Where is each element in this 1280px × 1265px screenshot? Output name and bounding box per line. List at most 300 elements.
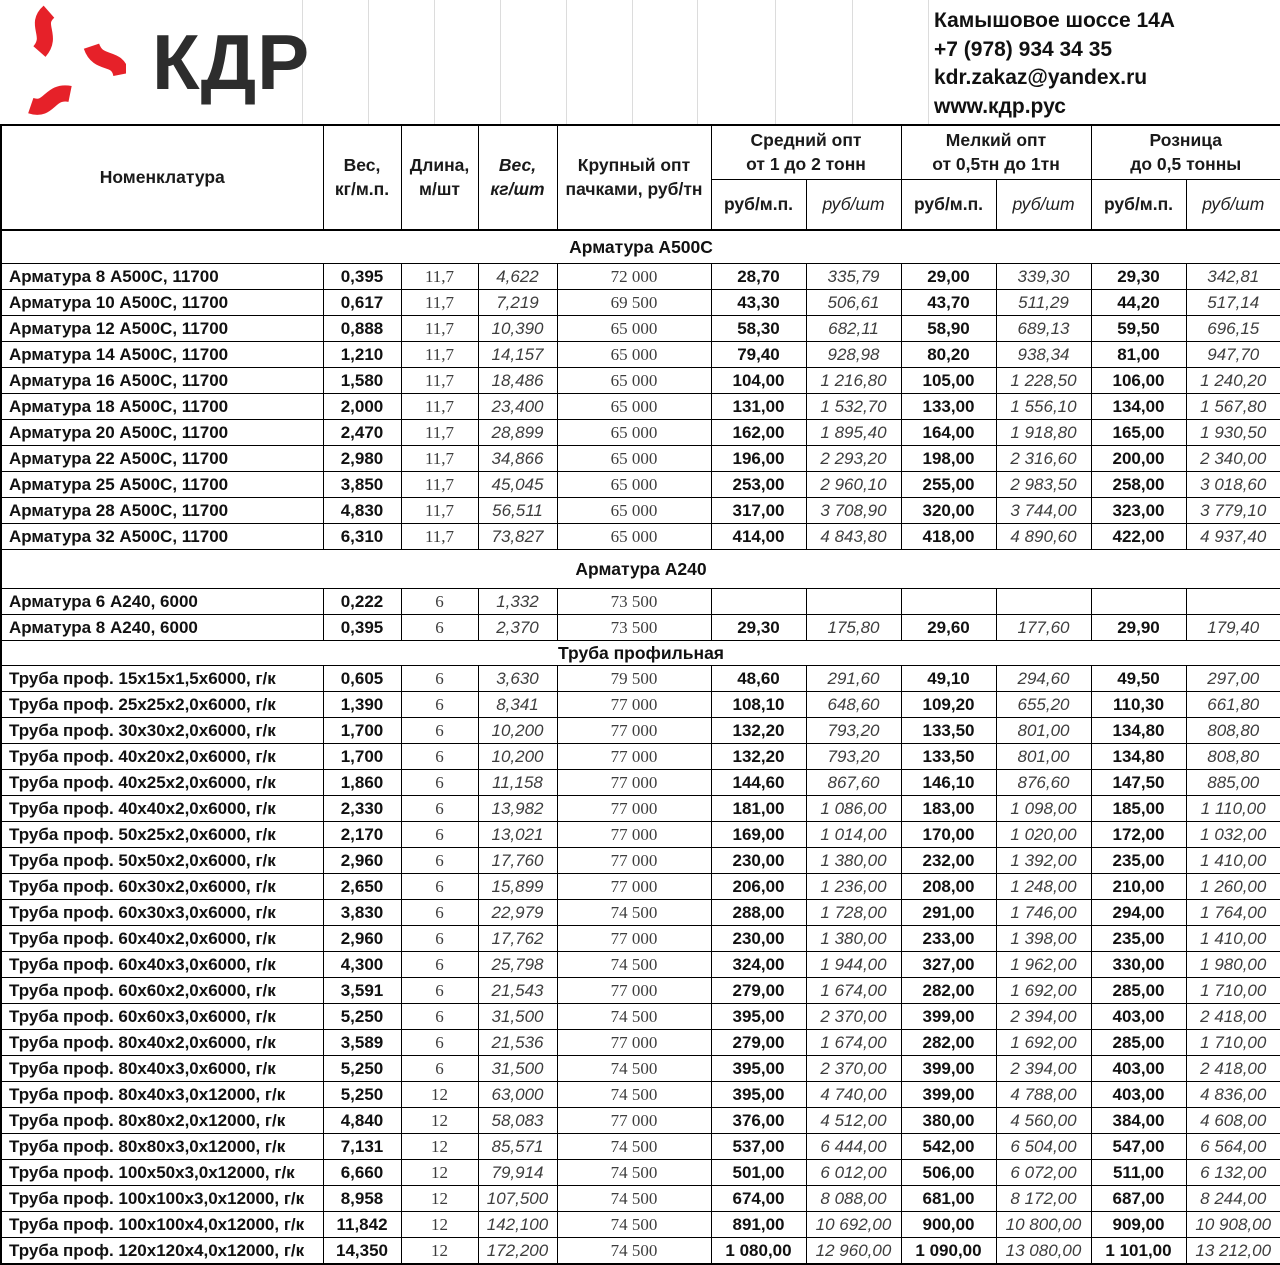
cell-length: 11,7 xyxy=(401,368,478,394)
cell-small-rub-per-m: 399,00 xyxy=(901,1056,996,1082)
cell-length: 6 xyxy=(401,952,478,978)
cell-mid-rub-per-piece: 3 708,90 xyxy=(806,498,901,524)
cell-small-rub-per-piece: 1 398,00 xyxy=(996,926,1091,952)
cell-mid-rub-per-piece: 4 843,80 xyxy=(806,524,901,550)
cell-retail-rub-per-m: 258,00 xyxy=(1091,472,1186,498)
cell-weight-per-m: 8,958 xyxy=(323,1186,401,1212)
cell-retail-rub-per-piece: 1 710,00 xyxy=(1186,1030,1280,1056)
cell-length: 11,7 xyxy=(401,316,478,342)
cell-mid-rub-per-piece xyxy=(806,589,901,615)
col-header-retail-rub-per-m: руб/м.п. xyxy=(1091,180,1186,231)
cell-weight-per-m: 3,591 xyxy=(323,978,401,1004)
section-header-row xyxy=(1,230,1280,264)
cell-retail-rub-per-piece: 1 980,00 xyxy=(1186,952,1280,978)
cell-small-rub-per-piece: 4 560,00 xyxy=(996,1108,1091,1134)
cell-retail-rub-per-piece: 6 564,00 xyxy=(1186,1134,1280,1160)
cell-weight-per-m: 1,860 xyxy=(323,770,401,796)
cell-weight-per-m: 5,250 xyxy=(323,1056,401,1082)
cell-retail-rub-per-m: 172,00 xyxy=(1091,822,1186,848)
cell-mid-rub-per-piece: 1 380,00 xyxy=(806,848,901,874)
cell-mid-rub-per-m: 230,00 xyxy=(711,848,806,874)
cell-small-rub-per-piece: 1 918,80 xyxy=(996,420,1091,446)
cell-weight-per-piece: 4,622 xyxy=(478,264,557,290)
cell-nomenclature: Арматура 10 А500С, 11700 xyxy=(1,290,323,316)
cell-nomenclature: Труба проф. 120х120х4,0х12000, г/к xyxy=(1,1238,323,1265)
cell-weight-per-m: 2,000 xyxy=(323,394,401,420)
cell-bulk-price: 65 000 xyxy=(557,368,711,394)
cell-retail-rub-per-m: 210,00 xyxy=(1091,874,1186,900)
cell-weight-per-m: 0,605 xyxy=(323,666,401,692)
cell-small-rub-per-m: 109,20 xyxy=(901,692,996,718)
cell-small-rub-per-piece: 876,60 xyxy=(996,770,1091,796)
cell-length: 12 xyxy=(401,1134,478,1160)
table-row xyxy=(1,472,1280,498)
cell-retail-rub-per-piece: 10 908,00 xyxy=(1186,1212,1280,1238)
cell-weight-per-piece: 14,157 xyxy=(478,342,557,368)
cell-weight-per-piece: 2,370 xyxy=(478,615,557,641)
cell-bulk-price: 74 500 xyxy=(557,1004,711,1030)
cell-weight-per-piece: 17,762 xyxy=(478,926,557,952)
cell-small-rub-per-piece: 2 316,60 xyxy=(996,446,1091,472)
cell-retail-rub-per-piece: 1 710,00 xyxy=(1186,978,1280,1004)
cell-weight-per-m: 5,250 xyxy=(323,1082,401,1108)
cell-length: 6 xyxy=(401,926,478,952)
cell-retail-rub-per-piece: 1 410,00 xyxy=(1186,926,1280,952)
contact-address: Камышовое шоссе 14А xyxy=(934,7,1175,36)
cell-retail-rub-per-piece: 1 764,00 xyxy=(1186,900,1280,926)
cell-small-rub-per-m: 164,00 xyxy=(901,420,996,446)
cell-mid-rub-per-piece: 6 012,00 xyxy=(806,1160,901,1186)
cell-retail-rub-per-m: 147,50 xyxy=(1091,770,1186,796)
cell-mid-rub-per-m: 48,60 xyxy=(711,666,806,692)
cell-bulk-price: 74 500 xyxy=(557,1186,711,1212)
cell-small-rub-per-piece: 177,60 xyxy=(996,615,1091,641)
header-line: Длина, xyxy=(402,154,478,177)
cell-nomenclature: Труба проф. 40х20х2,0х6000, г/к xyxy=(1,744,323,770)
cell-nomenclature: Арматура 6 А240, 6000 xyxy=(1,589,323,615)
cell-weight-per-m: 2,650 xyxy=(323,874,401,900)
cell-small-rub-per-m: 43,70 xyxy=(901,290,996,316)
cell-length: 12 xyxy=(401,1212,478,1238)
cell-weight-per-piece: 10,390 xyxy=(478,316,557,342)
cell-small-rub-per-piece: 655,20 xyxy=(996,692,1091,718)
cell-mid-rub-per-m: 317,00 xyxy=(711,498,806,524)
cell-weight-per-piece: 28,899 xyxy=(478,420,557,446)
cell-retail-rub-per-m: 1 101,00 xyxy=(1091,1238,1186,1265)
cell-nomenclature: Арматура 12 А500С, 11700 xyxy=(1,316,323,342)
cell-weight-per-piece: 45,045 xyxy=(478,472,557,498)
cell-small-rub-per-m: 399,00 xyxy=(901,1082,996,1108)
cell-retail-rub-per-piece: 2 418,00 xyxy=(1186,1056,1280,1082)
cell-weight-per-m: 4,840 xyxy=(323,1108,401,1134)
col-header-weight-per-m xyxy=(323,125,401,230)
cell-small-rub-per-m: 418,00 xyxy=(901,524,996,550)
cell-length: 12 xyxy=(401,1082,478,1108)
table-row xyxy=(1,1108,1280,1134)
cell-weight-per-piece: 63,000 xyxy=(478,1082,557,1108)
cell-mid-rub-per-m: 230,00 xyxy=(711,926,806,952)
header-line: Вес, xyxy=(479,154,557,177)
cell-retail-rub-per-piece: 885,00 xyxy=(1186,770,1280,796)
cell-weight-per-piece: 34,866 xyxy=(478,446,557,472)
cell-mid-rub-per-piece: 335,79 xyxy=(806,264,901,290)
cell-retail-rub-per-piece: 342,81 xyxy=(1186,264,1280,290)
cell-nomenclature: Труба проф. 80х40х3,0х12000, г/к xyxy=(1,1082,323,1108)
cell-retail-rub-per-m: 185,00 xyxy=(1091,796,1186,822)
cell-mid-rub-per-piece: 506,61 xyxy=(806,290,901,316)
cell-mid-rub-per-piece: 8 088,00 xyxy=(806,1186,901,1212)
cell-weight-per-piece: 18,486 xyxy=(478,368,557,394)
cell-weight-per-m: 0,395 xyxy=(323,615,401,641)
header-line: Крупный опт xyxy=(558,154,711,177)
cell-bulk-price: 74 500 xyxy=(557,1134,711,1160)
cell-weight-per-m: 0,617 xyxy=(323,290,401,316)
cell-length: 11,7 xyxy=(401,420,478,446)
cell-weight-per-piece: 22,979 xyxy=(478,900,557,926)
cell-mid-rub-per-piece: 1 674,00 xyxy=(806,1030,901,1056)
cell-small-rub-per-m: 133,50 xyxy=(901,718,996,744)
cell-small-rub-per-piece: 6 072,00 xyxy=(996,1160,1091,1186)
cell-nomenclature: Арматура 8 А240, 6000 xyxy=(1,615,323,641)
cell-bulk-price: 65 000 xyxy=(557,420,711,446)
cell-mid-rub-per-m: 206,00 xyxy=(711,874,806,900)
section-title: Арматура А240 xyxy=(1,550,1280,589)
price-table xyxy=(0,124,1280,1265)
cell-weight-per-m: 3,589 xyxy=(323,1030,401,1056)
cell-mid-rub-per-piece: 648,60 xyxy=(806,692,901,718)
cell-mid-rub-per-m: 58,30 xyxy=(711,316,806,342)
cell-bulk-price: 74 500 xyxy=(557,1082,711,1108)
cell-mid-rub-per-piece: 1 895,40 xyxy=(806,420,901,446)
cell-nomenclature: Арматура 18 А500С, 11700 xyxy=(1,394,323,420)
cell-weight-per-piece: 107,500 xyxy=(478,1186,557,1212)
cell-small-rub-per-m: 681,00 xyxy=(901,1186,996,1212)
cell-bulk-price: 77 000 xyxy=(557,978,711,1004)
cell-small-rub-per-m xyxy=(901,589,996,615)
cell-small-rub-per-m: 233,00 xyxy=(901,926,996,952)
cell-mid-rub-per-piece: 4 512,00 xyxy=(806,1108,901,1134)
cell-mid-rub-per-m: 674,00 xyxy=(711,1186,806,1212)
table-row xyxy=(1,1186,1280,1212)
cell-nomenclature: Труба проф. 60х40х2,0х6000, г/к xyxy=(1,926,323,952)
cell-mid-rub-per-m: 29,30 xyxy=(711,615,806,641)
cell-nomenclature: Труба проф. 60х60х3,0х6000, г/к xyxy=(1,1004,323,1030)
cell-weight-per-piece: 10,200 xyxy=(478,718,557,744)
cell-mid-rub-per-piece: 793,20 xyxy=(806,718,901,744)
cell-retail-rub-per-m: 909,00 xyxy=(1091,1212,1186,1238)
header-line: м/шт xyxy=(402,178,478,201)
cell-length: 6 xyxy=(401,978,478,1004)
cell-mid-rub-per-m: 108,10 xyxy=(711,692,806,718)
cell-retail-rub-per-m xyxy=(1091,589,1186,615)
table-row xyxy=(1,1082,1280,1108)
cell-retail-rub-per-m: 294,00 xyxy=(1091,900,1186,926)
cell-bulk-price: 77 000 xyxy=(557,770,711,796)
cell-retail-rub-per-piece: 3 779,10 xyxy=(1186,498,1280,524)
cell-length: 6 xyxy=(401,770,478,796)
cell-small-rub-per-piece: 294,60 xyxy=(996,666,1091,692)
cell-nomenclature: Труба проф. 60х30х2,0х6000, г/к xyxy=(1,874,323,900)
price-table-header xyxy=(1,125,1280,230)
cell-nomenclature: Труба проф. 50х50х2,0х6000, г/к xyxy=(1,848,323,874)
cell-mid-rub-per-m: 253,00 xyxy=(711,472,806,498)
cell-weight-per-piece: 13,021 xyxy=(478,822,557,848)
cell-retail-rub-per-m: 81,00 xyxy=(1091,342,1186,368)
contact-email[interactable]: kdr.zakaz@yandex.ru xyxy=(934,64,1175,93)
cell-weight-per-m: 1,700 xyxy=(323,744,401,770)
cell-retail-rub-per-piece: 808,80 xyxy=(1186,744,1280,770)
table-row xyxy=(1,1056,1280,1082)
cell-small-rub-per-m: 282,00 xyxy=(901,978,996,1004)
header-line: от 0,5тн до 1тн xyxy=(902,153,1091,176)
cell-nomenclature: Арматура 16 А500С, 11700 xyxy=(1,368,323,394)
cell-weight-per-m: 2,330 xyxy=(323,796,401,822)
table-row xyxy=(1,420,1280,446)
cell-bulk-price: 77 000 xyxy=(557,1108,711,1134)
cell-retail-rub-per-m: 403,00 xyxy=(1091,1082,1186,1108)
cell-small-rub-per-piece: 1 746,00 xyxy=(996,900,1091,926)
cell-length: 6 xyxy=(401,692,478,718)
cell-length: 11,7 xyxy=(401,290,478,316)
cell-small-rub-per-m: 506,00 xyxy=(901,1160,996,1186)
cell-weight-per-m: 5,250 xyxy=(323,1004,401,1030)
cell-retail-rub-per-piece: 13 212,00 xyxy=(1186,1238,1280,1265)
cell-small-rub-per-piece: 1 692,00 xyxy=(996,978,1091,1004)
cell-small-rub-per-piece: 1 020,00 xyxy=(996,822,1091,848)
cell-weight-per-m: 4,300 xyxy=(323,952,401,978)
table-row xyxy=(1,848,1280,874)
cell-nomenclature: Труба проф. 100х100х4,0х12000, г/к xyxy=(1,1212,323,1238)
cell-small-rub-per-m: 133,00 xyxy=(901,394,996,420)
cell-bulk-price: 65 000 xyxy=(557,342,711,368)
cell-small-rub-per-m: 1 090,00 xyxy=(901,1238,996,1265)
cell-retail-rub-per-m: 235,00 xyxy=(1091,848,1186,874)
cell-bulk-price: 69 500 xyxy=(557,290,711,316)
cell-weight-per-m: 7,131 xyxy=(323,1134,401,1160)
col-group-mid-wholesale xyxy=(711,125,901,180)
cell-small-rub-per-m: 133,50 xyxy=(901,744,996,770)
cell-retail-rub-per-m: 511,00 xyxy=(1091,1160,1186,1186)
cell-mid-rub-per-piece: 2 370,00 xyxy=(806,1056,901,1082)
cell-length: 6 xyxy=(401,615,478,641)
cell-nomenclature: Арматура 8 А500С, 11700 xyxy=(1,264,323,290)
cell-bulk-price: 73 500 xyxy=(557,615,711,641)
cell-weight-per-m: 6,310 xyxy=(323,524,401,550)
cell-small-rub-per-m: 399,00 xyxy=(901,1004,996,1030)
cell-length: 6 xyxy=(401,1004,478,1030)
cell-small-rub-per-m: 58,90 xyxy=(901,316,996,342)
cell-weight-per-m: 2,980 xyxy=(323,446,401,472)
header-line: до 0,5 тонны xyxy=(1092,153,1280,176)
table-row xyxy=(1,926,1280,952)
table-row xyxy=(1,1004,1280,1030)
cell-retail-rub-per-m: 29,30 xyxy=(1091,264,1186,290)
cell-small-rub-per-piece: 10 800,00 xyxy=(996,1212,1091,1238)
cell-bulk-price: 77 000 xyxy=(557,874,711,900)
header-line: Розница xyxy=(1092,129,1280,152)
header-line: пачками, руб/тн xyxy=(558,178,711,201)
kdr-pinwheel-icon xyxy=(8,5,126,119)
table-row xyxy=(1,796,1280,822)
cell-weight-per-piece: 7,219 xyxy=(478,290,557,316)
table-row xyxy=(1,368,1280,394)
cell-mid-rub-per-m: 395,00 xyxy=(711,1004,806,1030)
cell-small-rub-per-piece: 801,00 xyxy=(996,718,1091,744)
cell-length: 12 xyxy=(401,1186,478,1212)
cell-weight-per-m: 2,170 xyxy=(323,822,401,848)
cell-weight-per-piece: 17,760 xyxy=(478,848,557,874)
cell-mid-rub-per-m: 288,00 xyxy=(711,900,806,926)
cell-retail-rub-per-m: 59,50 xyxy=(1091,316,1186,342)
col-header-weight-per-piece xyxy=(478,125,557,230)
cell-retail-rub-per-piece: 179,40 xyxy=(1186,615,1280,641)
col-header-length xyxy=(401,125,478,230)
cell-bulk-price: 77 000 xyxy=(557,744,711,770)
cell-nomenclature: Арматура 25 А500С, 11700 xyxy=(1,472,323,498)
col-header-retail-rub-per-piece: руб/шт xyxy=(1186,180,1280,231)
cell-length: 11,7 xyxy=(401,472,478,498)
cell-mid-rub-per-m: 43,30 xyxy=(711,290,806,316)
header-line: от 1 до 2 тонн xyxy=(712,153,901,176)
col-group-small-wholesale xyxy=(901,125,1091,180)
cell-mid-rub-per-piece: 1 532,70 xyxy=(806,394,901,420)
cell-retail-rub-per-m: 330,00 xyxy=(1091,952,1186,978)
cell-mid-rub-per-piece: 2 293,20 xyxy=(806,446,901,472)
cell-retail-rub-per-piece: 4 836,00 xyxy=(1186,1082,1280,1108)
cell-length: 6 xyxy=(401,848,478,874)
price-table-body xyxy=(1,230,1280,1264)
cell-small-rub-per-piece: 938,34 xyxy=(996,342,1091,368)
cell-mid-rub-per-piece: 2 960,10 xyxy=(806,472,901,498)
cell-bulk-price: 77 000 xyxy=(557,926,711,952)
cell-retail-rub-per-m: 547,00 xyxy=(1091,1134,1186,1160)
cell-weight-per-piece: 31,500 xyxy=(478,1056,557,1082)
cell-retail-rub-per-m: 285,00 xyxy=(1091,978,1186,1004)
cell-bulk-price: 79 500 xyxy=(557,666,711,692)
table-row xyxy=(1,1238,1280,1265)
cell-small-rub-per-m: 105,00 xyxy=(901,368,996,394)
cell-retail-rub-per-m: 110,30 xyxy=(1091,692,1186,718)
cell-mid-rub-per-piece: 1 236,00 xyxy=(806,874,901,900)
section-title: Арматура А500С xyxy=(1,230,1280,264)
cell-length: 11,7 xyxy=(401,446,478,472)
table-row xyxy=(1,264,1280,290)
cell-nomenclature: Труба проф. 80х80х3,0х12000, г/к xyxy=(1,1134,323,1160)
cell-length: 6 xyxy=(401,1056,478,1082)
cell-bulk-price: 77 000 xyxy=(557,848,711,874)
cell-retail-rub-per-piece: 2 340,00 xyxy=(1186,446,1280,472)
cell-mid-rub-per-m: 104,00 xyxy=(711,368,806,394)
cell-bulk-price: 72 000 xyxy=(557,264,711,290)
cell-nomenclature: Труба проф. 80х80х2,0х12000, г/к xyxy=(1,1108,323,1134)
cell-small-rub-per-piece: 1 248,00 xyxy=(996,874,1091,900)
col-header-nomenclature: Номенклатура xyxy=(1,125,323,230)
cell-weight-per-m: 0,222 xyxy=(323,589,401,615)
cell-retail-rub-per-piece: 1 260,00 xyxy=(1186,874,1280,900)
cell-mid-rub-per-m: 279,00 xyxy=(711,978,806,1004)
cell-small-rub-per-piece: 2 394,00 xyxy=(996,1056,1091,1082)
cell-mid-rub-per-m: 279,00 xyxy=(711,1030,806,1056)
cell-weight-per-piece: 85,571 xyxy=(478,1134,557,1160)
cell-mid-rub-per-m: 395,00 xyxy=(711,1082,806,1108)
cell-small-rub-per-piece: 1 392,00 xyxy=(996,848,1091,874)
cell-retail-rub-per-piece: 1 240,20 xyxy=(1186,368,1280,394)
cell-small-rub-per-piece: 1 962,00 xyxy=(996,952,1091,978)
cell-mid-rub-per-m: 1 080,00 xyxy=(711,1238,806,1265)
cell-weight-per-piece: 56,511 xyxy=(478,498,557,524)
table-row xyxy=(1,978,1280,1004)
table-row xyxy=(1,589,1280,615)
cell-mid-rub-per-piece: 4 740,00 xyxy=(806,1082,901,1108)
cell-retail-rub-per-m: 134,80 xyxy=(1091,718,1186,744)
table-row xyxy=(1,744,1280,770)
cell-small-rub-per-m: 232,00 xyxy=(901,848,996,874)
cell-retail-rub-per-piece: 517,14 xyxy=(1186,290,1280,316)
cell-nomenclature: Труба проф. 60х40х3,0х6000, г/к xyxy=(1,952,323,978)
cell-retail-rub-per-piece: 3 018,60 xyxy=(1186,472,1280,498)
cell-retail-rub-per-piece: 8 244,00 xyxy=(1186,1186,1280,1212)
cell-length: 6 xyxy=(401,900,478,926)
cell-small-rub-per-m: 208,00 xyxy=(901,874,996,900)
logo-text: КДР xyxy=(152,23,310,101)
cell-mid-rub-per-m: 181,00 xyxy=(711,796,806,822)
cell-weight-per-piece: 21,536 xyxy=(478,1030,557,1056)
cell-length: 11,7 xyxy=(401,524,478,550)
cell-small-rub-per-piece: 8 172,00 xyxy=(996,1186,1091,1212)
cell-nomenclature: Арматура 14 А500С, 11700 xyxy=(1,342,323,368)
cell-bulk-price: 77 000 xyxy=(557,718,711,744)
cell-bulk-price: 77 000 xyxy=(557,692,711,718)
cell-mid-rub-per-piece: 1 014,00 xyxy=(806,822,901,848)
table-row xyxy=(1,498,1280,524)
cell-retail-rub-per-m: 49,50 xyxy=(1091,666,1186,692)
table-row xyxy=(1,290,1280,316)
cell-weight-per-m: 1,580 xyxy=(323,368,401,394)
cell-small-rub-per-m: 80,20 xyxy=(901,342,996,368)
cell-nomenclature: Труба проф. 25х25х2,0х6000, г/к xyxy=(1,692,323,718)
cell-small-rub-per-piece: 3 744,00 xyxy=(996,498,1091,524)
cell-weight-per-piece: 11,158 xyxy=(478,770,557,796)
cell-mid-rub-per-m: 132,20 xyxy=(711,718,806,744)
cell-retail-rub-per-m: 403,00 xyxy=(1091,1056,1186,1082)
cell-small-rub-per-m: 255,00 xyxy=(901,472,996,498)
cell-mid-rub-per-piece: 1 944,00 xyxy=(806,952,901,978)
cell-bulk-price: 74 500 xyxy=(557,1160,711,1186)
cell-weight-per-m: 1,210 xyxy=(323,342,401,368)
cell-length: 12 xyxy=(401,1160,478,1186)
cell-weight-per-piece: 172,200 xyxy=(478,1238,557,1265)
cell-retail-rub-per-piece xyxy=(1186,589,1280,615)
cell-weight-per-piece: 21,543 xyxy=(478,978,557,1004)
section-header-row xyxy=(1,550,1280,589)
table-header-row-groups xyxy=(1,125,1280,180)
cell-weight-per-m: 1,390 xyxy=(323,692,401,718)
cell-small-rub-per-m: 542,00 xyxy=(901,1134,996,1160)
cell-mid-rub-per-m: 376,00 xyxy=(711,1108,806,1134)
cell-bulk-price: 74 500 xyxy=(557,1212,711,1238)
cell-mid-rub-per-m: 131,00 xyxy=(711,394,806,420)
cell-small-rub-per-piece: 689,13 xyxy=(996,316,1091,342)
cell-retail-rub-per-piece: 297,00 xyxy=(1186,666,1280,692)
contact-website[interactable]: www.кдр.рус xyxy=(934,93,1175,122)
cell-nomenclature: Арматура 22 А500С, 11700 xyxy=(1,446,323,472)
col-header-mid-rub-per-piece: руб/шт xyxy=(806,180,901,231)
cell-nomenclature: Труба проф. 80х40х2,0х6000, г/к xyxy=(1,1030,323,1056)
cell-weight-per-piece: 3,630 xyxy=(478,666,557,692)
cell-weight-per-piece: 79,914 xyxy=(478,1160,557,1186)
cell-mid-rub-per-m: 414,00 xyxy=(711,524,806,550)
cell-retail-rub-per-piece: 4 608,00 xyxy=(1186,1108,1280,1134)
